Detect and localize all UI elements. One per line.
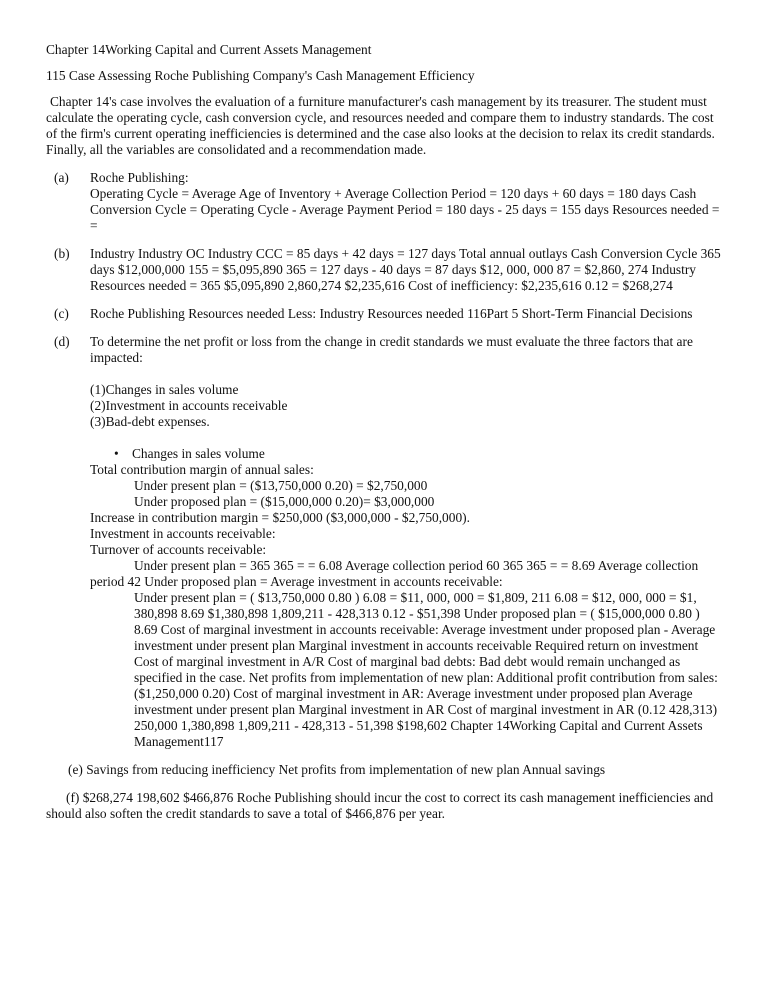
item-d-label: (d) [54,334,70,349]
item-c-text: Roche Publishing Resources needed Less: Industry Resources needed 116Part 5 Short-Term Financial Decisions [90,306,693,321]
calc-line: Increase in contribution margin = $250,000 ($3,000,000 - $2,750,000). [90,510,470,525]
intro-paragraph: Chapter 14's case involves the evaluation of a furniture manufacturer's cash management by its treasurer. The student must calculate the operating cycle, cash conversion cycle, and resources needed and compare them to industry standards. The cost of the firm's current operating inefficiencies is determined and the case also looks at the decision to relax its credit standards. Finally, all the variables are consolidated and a recommendation made. [46,94,715,157]
item-d-text: To determine the net profit or loss from the change in credit standards we must evaluate the three factors that are impacted: [90,334,693,365]
item-a-text: Operating Cycle = Average Age of Inventory + Average Collection Period = 120 days + 60 days = 180 days Cash Conversion Cycle = Operating Cycle - Average Payment Period = 180 days - 25 days = 155 days Resources needed = = [90,186,720,233]
item-c-label: (c) [54,306,69,321]
item-d [46,334,722,750]
case-title: 115 Case Assessing Roche Publishing Company's Cash Management Efficiency [46,68,475,83]
factor-item: (1)Changes in sales volume [90,382,239,397]
item-b [46,246,722,294]
item-e-text: (e) Savings from reducing inefficiency Net profits from implementation of new plan Annual savings [68,762,606,777]
item-f-text: (f) $268,274 198,602 $466,876 Roche Publishing should incur the cost to correct its cash management inefficiencies and should also soften the credit standards to save a total of $466,876 per year. [46,790,714,821]
item-b-text: Industry Industry OC Industry CCC = 85 days + 42 days = 127 days Total annual outlays Cash Conversion Cycle 365 days $12,000,000 155 = $5,095,890 365 = 127 days - 40 days = 87 days $12, 000, 000 87 = $2,860, 274 Industry Resources needed = 365 $5,095,890 2,860,274 $2,235,616 Cost of inefficiency: $2,235,616 0.12 = $268,274 [90,246,721,293]
chapter-title: Chapter 14Working Capital and Current Assets Management [46,42,372,57]
calc-line: Under proposed plan = ($15,000,000 0.20)= $3,000,000 [134,494,435,509]
bullet-text: Changes in sales volume [132,446,265,461]
item-a-label: (a) [54,170,69,185]
calc-line: Total contribution margin of annual sales: [90,462,314,477]
document-page [46,42,722,822]
calc-line: Investment in accounts receivable: [90,526,276,541]
calc-line: Under present plan = ($13,750,000 0.20) = $2,750,000 [134,478,428,493]
item-a [46,170,722,234]
bullet-item [90,446,722,462]
factor-item: (2)Investment in accounts receivable [90,398,288,413]
calc-paragraph: Under present plan = ( $13,750,000 0.80 ) 6.08 = $11, 000, 000 = $1,809, 211 6.08 = $12, 000, 000 = $1, 380,898 8.69 $1,380,898 1,809,211 - 428,313 0.12 - $51,398 Under proposed plan = ( $15,000,000 0.80 ) 8.69 Cost of marginal investment in accounts receivable: Average investment under proposed plan - Average investment under present plan Marginal investment in accounts receivable Required return on investment Cost of marginal investment in A/R Cost of marginal bad debts: Bad debt would remain unchanged as specified in the case. Net profits from implementation of new plan: Additional profit contribution from sales: ($1,250,000 0.20) Cost of marginal investment in AR: Average investment under proposed plan Average investment under present plan Marginal investment in AR Cost of marginal investment in AR (0.12 428,313) 250,000 1,380,898 1,809,211 - 428,313 - 51,398 $198,602 Chapter 14Working Capital and Current Assets Management117 [134,590,718,749]
factor-item: (3)Bad-debt expenses. [90,414,210,429]
calc-line: Turnover of accounts receivable: [90,542,267,557]
calc-line: Under present plan = 365 365 = = 6.08 Average collection period 60 365 365 = = 8.69 Average collection [134,558,699,573]
item-b-label: (b) [54,246,70,261]
item-a-heading: Roche Publishing: [90,170,189,185]
factor-list [90,382,722,430]
item-c [46,306,722,322]
calc-line: period 42 Under proposed plan = Average investment in accounts receivable: [90,574,503,589]
